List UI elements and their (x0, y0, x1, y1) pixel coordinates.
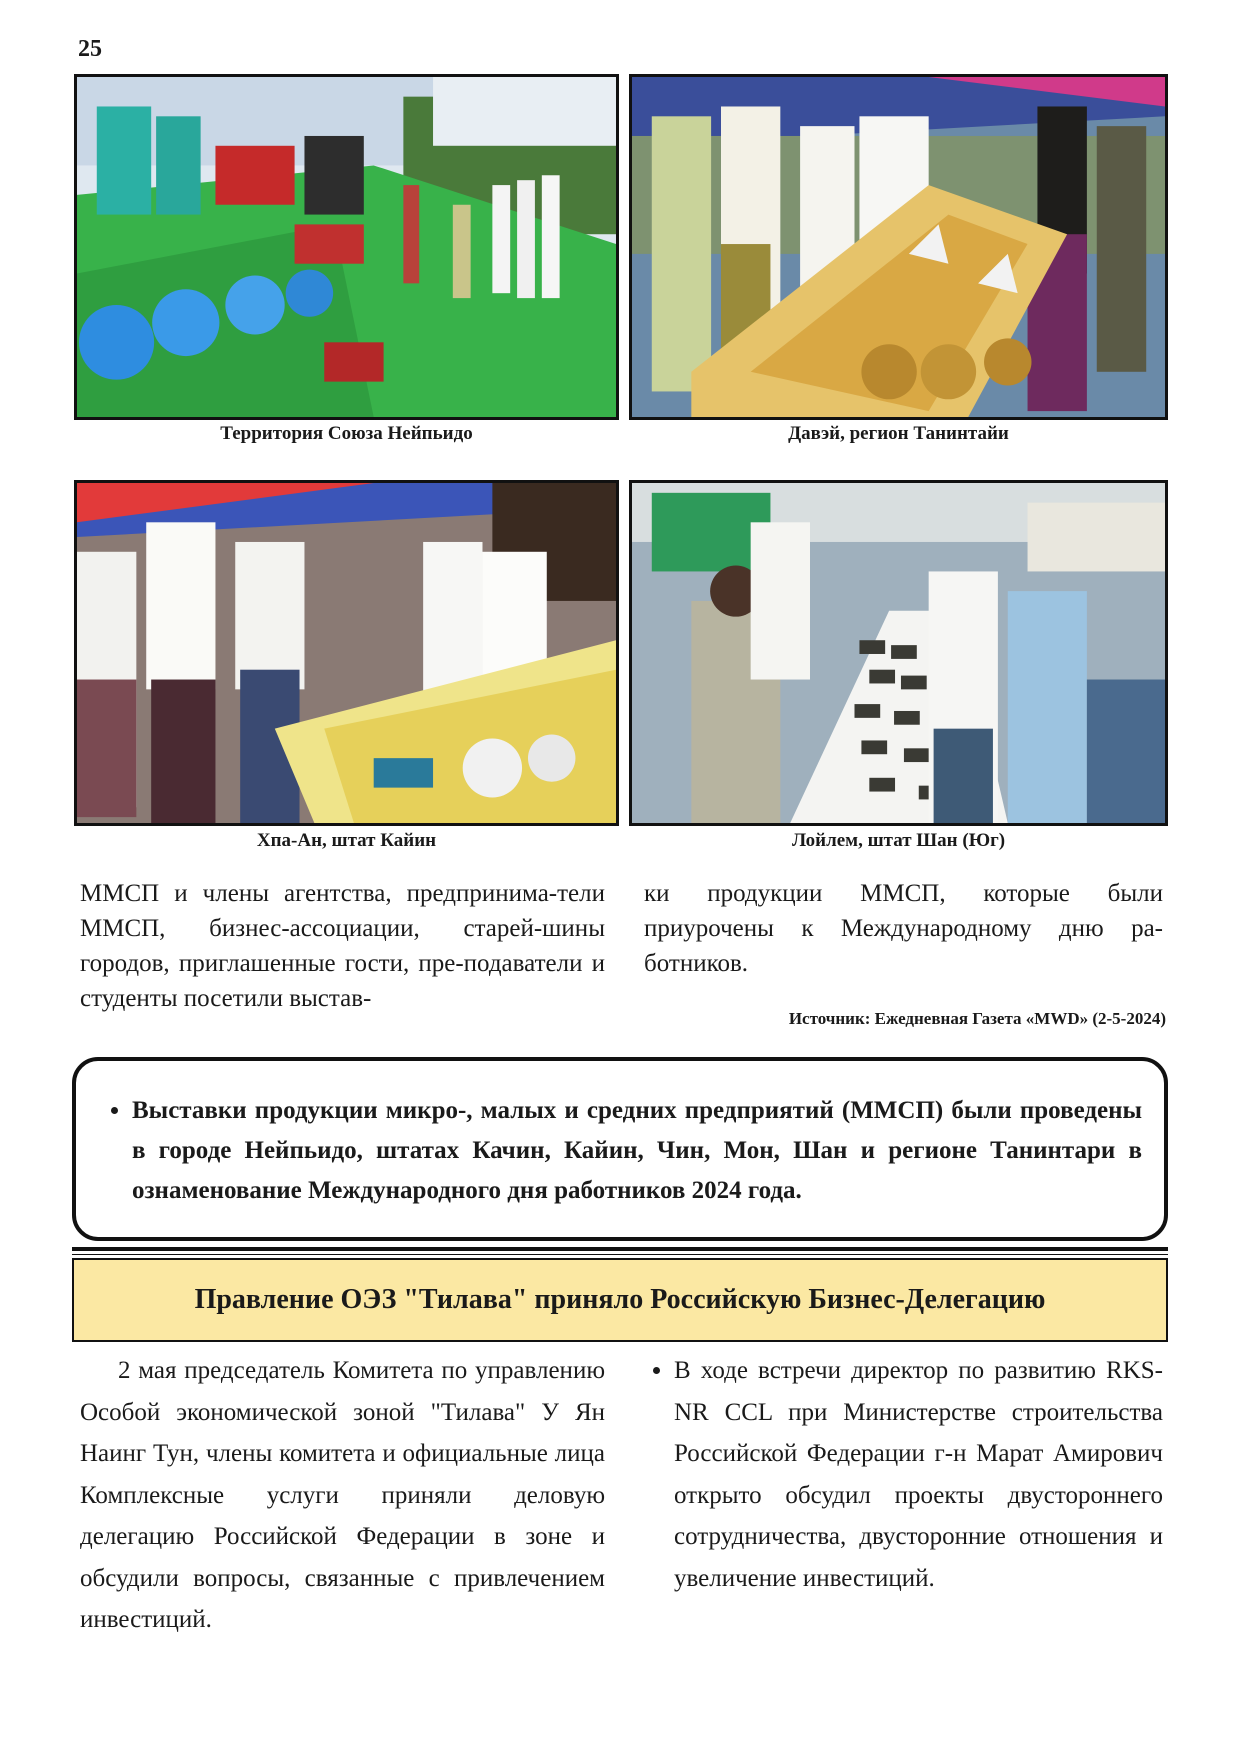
article2-headline: Правление ОЭЗ "Тилава" приняло Российскую Бизнес-Делегацию (72, 1258, 1168, 1342)
photo-caption: Давэй, регион Танинтайи (788, 423, 1009, 444)
summary-box (72, 1057, 1168, 1241)
article1-left-column (80, 876, 605, 1016)
article1-right-text: ки продукции ММСП, которые были приурочены к Международному дню ра-ботников. (644, 880, 1163, 977)
article2-left-column (80, 1350, 605, 1641)
article1-left-text: ММСП и члены агентства, предпринима-тели ММСП, бизнес-ассоциации, старей-шины городов, приглашенные гости, пре-подаватели и студенты посетили выстав- (80, 880, 605, 1012)
page-number: 25 (78, 36, 102, 62)
section-divider (72, 1254, 1168, 1255)
article2-right-column (640, 1350, 1163, 1599)
photo-loilem (629, 480, 1168, 826)
photo-caption: Хпа-Ан, штат Кайин (256, 830, 437, 851)
photo-caption: Лойлем, штат Шан (Юг) (791, 830, 1006, 851)
summary-text: • Выставки продукции микро-, малых и средних предприятий (ММСП) были проведены в городе Нейпьидо, штатах Качин, Кайин, Чин, Мон, Шан и регионе Танинтари в ознаменование Международного дня работников 2024 года. (132, 1091, 1142, 1211)
article1-source: Источник: Ежедневная Газета «MWD» (2-5-2024) (788, 1009, 1166, 1028)
photo-dawei (629, 74, 1168, 420)
article1-right-column (644, 876, 1163, 981)
article2-bullet: • В ходе встречи директор по развитию RKS-NR CCL при Министерстве строительства Российской Федерации г-н Марат Амирович открыто обсудил проекты двустороннего сотрудничества, двусторонние отношения и увеличение инвестиций. (674, 1350, 1163, 1599)
photo-hpaan (74, 480, 619, 826)
article2-left-text: 2 мая председатель Комитета по управлению Особой экономической зоной "Тилава" У Ян Наинг Тун, члены комитета и официальные лица Комплексные услуги приняли деловую делегацию Российской Федерации в зоне и обсудили вопросы, связанные с привлечением инвестиций. (80, 1357, 605, 1633)
section-divider (72, 1247, 1168, 1251)
photo-caption: Территория Союза Нейпьидо (220, 423, 473, 444)
photo-naypyitaw (74, 74, 619, 420)
